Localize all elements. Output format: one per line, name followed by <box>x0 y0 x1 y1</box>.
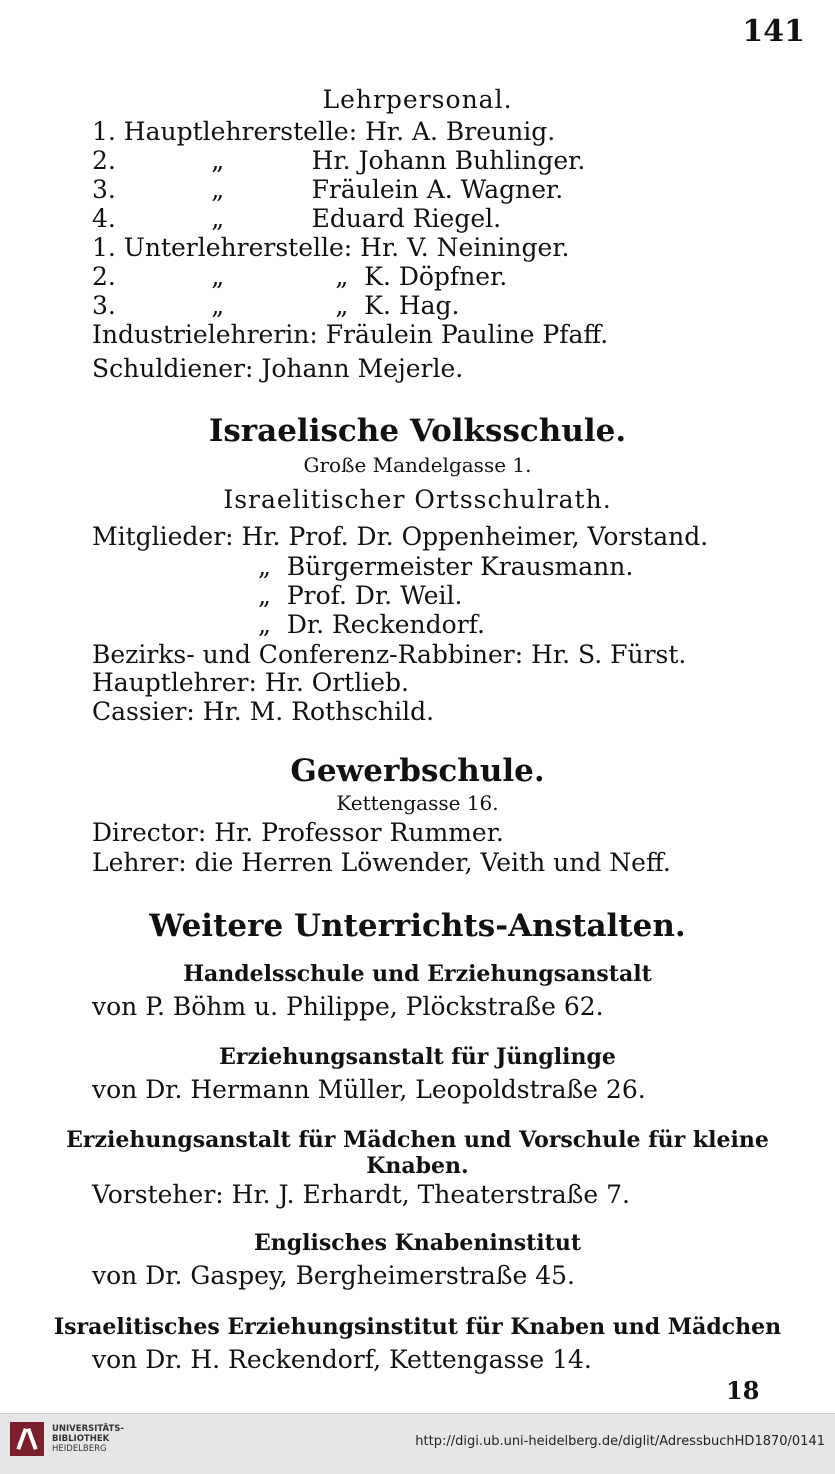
footer-url-link[interactable]: http://digi.ub.uni-heidelberg.de/diglit/AdressbuchHD1870/0141 <box>415 1434 825 1449</box>
text-line: „ Bürgermeister Krausmann. <box>258 552 634 581</box>
entry-heading: Erziehungsanstalt für Mädchen und Vorschule für kleine <box>66 1127 769 1153</box>
text-line: „ Dr. Reckendorf. <box>258 610 485 639</box>
text-line: Industrielehrerin: Fräulein Pauline Pfaff. <box>92 320 609 349</box>
entry-line: von Dr. H. Reckendorf, Kettengasse 14. <box>92 1345 592 1374</box>
library-logo-text[interactable] <box>52 1424 124 1454</box>
text-line: 1. Unterlehrerstelle: Hr. V. Neininger. <box>92 233 570 262</box>
sheet-number: 18 <box>726 1376 760 1405</box>
entry-line: von P. Böhm u. Philippe, Plöckstraße 62. <box>92 992 604 1021</box>
text-line: 3. „ Fräulein A. Wagner. <box>92 175 564 204</box>
text-line: 1. Hauptlehrerstelle: Hr. A. Breunig. <box>92 117 556 146</box>
section-title: Gewerbschule. <box>290 753 545 789</box>
text-line: Lehrer: die Herren Löwender, Veith und Neff. <box>92 848 671 877</box>
text-line: Bezirks- und Conferenz-Rabbiner: Hr. S. Fürst. <box>92 640 687 669</box>
text-line: Cassier: Hr. M. Rothschild. <box>92 697 435 726</box>
entry-heading: Erziehungsanstalt für Jünglinge <box>219 1044 616 1070</box>
logo-text-line: HEIDELBERG <box>52 1444 107 1454</box>
section-address: Große Mandelgasse 1. <box>303 453 532 477</box>
text-line: Hauptlehrer: Hr. Ortlieb. <box>92 668 409 697</box>
section-title: Israelische Volksschule. <box>208 413 627 449</box>
text-line: 2. „ „ K. Döpfner. <box>92 262 508 291</box>
logo-text-line: BIBLIOTHEK <box>52 1434 110 1444</box>
text-line: 3. „ „ K. Hag. <box>92 291 460 320</box>
entry-line: von Dr. Hermann Müller, Leopoldstraße 26. <box>92 1075 646 1104</box>
lehrpersonal-heading: Lehrpersonal. <box>322 85 513 114</box>
entry-heading: Handelsschule und Erziehungsanstalt <box>183 961 652 987</box>
text-line: Director: Hr. Professor Rummer. <box>92 818 504 847</box>
library-logo-icon[interactable] <box>10 1422 44 1456</box>
entry-heading-continued: Knaben. <box>366 1153 469 1179</box>
text-line: Schuldiener: Johann Mejerle. <box>92 354 464 383</box>
section-title: Weitere Unterrichts-Anstalten. <box>149 908 686 944</box>
entry-line: von Dr. Gaspey, Bergheimerstraße 45. <box>92 1261 575 1290</box>
footer-bar <box>0 1413 835 1474</box>
text-line: Mitglieder: Hr. Prof. Dr. Oppenheimer, Vorstand. <box>92 522 709 551</box>
text-line: 4. „ Eduard Riegel. <box>92 204 502 233</box>
entry-heading: Israelitisches Erziehungsinstitut für Knaben und Mädchen <box>53 1314 782 1340</box>
entry-line: Vorsteher: Hr. J. Erhardt, Theaterstraße 7. <box>92 1180 630 1209</box>
text-line: 2. „ Hr. Johann Buhlinger. <box>92 146 586 175</box>
logo-text-line: UNIVERSITÄTS- <box>52 1424 124 1434</box>
page-number: 141 <box>742 14 805 49</box>
section-address: Kettengasse 16. <box>336 791 499 815</box>
text-line: „ Prof. Dr. Weil. <box>258 581 463 610</box>
entry-heading: Englisches Knabeninstitut <box>253 1230 581 1256</box>
section-subheading: Israelitischer Ortsschulrath. <box>223 485 612 514</box>
